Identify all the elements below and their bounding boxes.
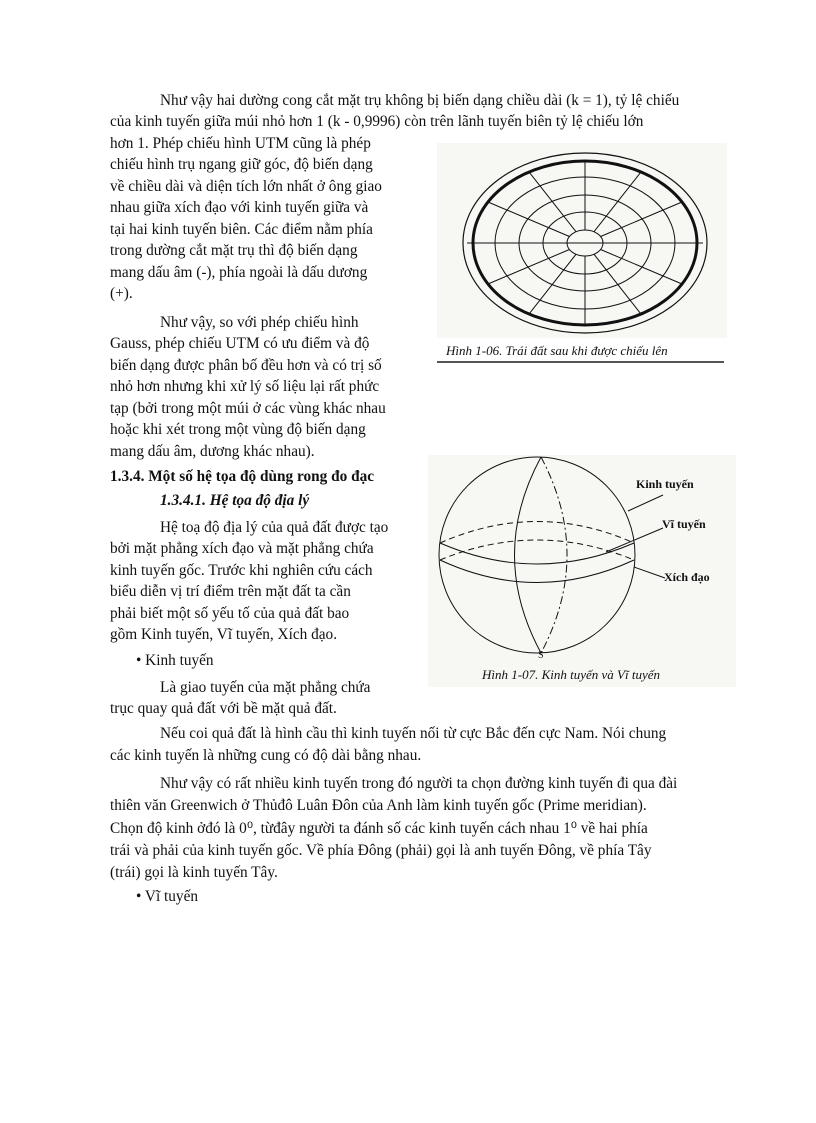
paragraph-line: của kinh tuyến giữa múi nhỏ hơn 1 (k - 0,9996) còn trên lãnh tuyến biên tỷ lệ chiếu lớn bbox=[110, 113, 644, 130]
paragraph-line: (trái) gọi là kinh tuyến Tây. bbox=[110, 864, 278, 881]
paragraph-line: Như vậy, so với phép chiếu hình bbox=[160, 314, 359, 331]
bullet-item: • Kinh tuyến bbox=[136, 652, 214, 669]
paragraph-line: tạp (bởi trong một múi ở các vùng khác nhau bbox=[110, 400, 386, 417]
paragraph-line: (+). bbox=[110, 285, 133, 302]
subsection-heading: 1.3.4.1. Hệ tọa độ địa lý bbox=[160, 492, 310, 509]
label-meridian: Kinh tuyến bbox=[636, 477, 694, 491]
paragraph-line: hơn 1. Phép chiếu hình UTM cũng là phép bbox=[110, 135, 371, 152]
figure1-caption: Hình 1-06. Trái đất sau khi được chiếu lên bbox=[446, 343, 668, 358]
paragraph-line: Hệ toạ độ địa lý của quả đất được tạo bbox=[160, 519, 389, 536]
paragraph-line: Là giao tuyến của mặt phẳng chứa bbox=[160, 679, 371, 696]
section-heading: 1.3.4. Một số hệ tọa độ dùng rong đo đạc bbox=[110, 468, 375, 485]
figure1-rule bbox=[437, 361, 724, 363]
paragraph-line: Nếu coi quả đất là hình cầu thì kinh tuyến nối từ cực Bắc đến cực Nam. Nói chung bbox=[160, 725, 667, 742]
paragraph-line: trái và phải của kinh tuyến gốc. Về phía Đông (phải) gọi là anh tuyến Đông, về phía Tây bbox=[110, 842, 652, 859]
paragraph-line: chiếu hình trụ ngang giữ góc, độ biến dạng bbox=[110, 156, 373, 173]
figure-utm-projection bbox=[437, 143, 727, 338]
paragraph-line: Chọn độ kinh ởđó là 0⁰, từđây người ta đánh số các kinh tuyến cách nhau 1⁰ về hai phía bbox=[110, 820, 648, 837]
label-parallel: Vĩ tuyến bbox=[662, 517, 706, 531]
paragraph-line: phải biết một số yếu tố của quả đất bao bbox=[110, 605, 350, 622]
paragraph-line: mang dấu âm (-), phía ngoài là dấu dương bbox=[110, 264, 368, 281]
paragraph-line: biểu diễn vị trí điểm trên mặt đất ta cần bbox=[110, 583, 351, 600]
paragraph-line: Như vậy hai dường cong cắt mặt trụ không bị biến dạng chiều dài (k = 1), tỷ lệ chiếu bbox=[160, 92, 680, 109]
label-south: S bbox=[538, 650, 544, 661]
paragraph-line: kinh tuyến gốc. Trước khi nghiên cứu cách bbox=[110, 562, 373, 579]
figure2-caption: Hình 1-07. Kinh tuyến và Vĩ tuyến bbox=[482, 667, 660, 682]
paragraph-line: thiên văn Greenwich ở Thủđô Luân Đôn của Anh làm kinh tuyến gốc (Prime meridian). bbox=[110, 797, 647, 814]
paragraph-line: nhỏ hơn nhưng khi xử lý số liệu lại rất phức bbox=[110, 378, 380, 395]
paragraph-line: biến dạng được phân bố đều hơn và có trị số bbox=[110, 357, 382, 374]
paragraph-line: về chiều dài và diện tích lớn nhất ở ông giao bbox=[110, 178, 382, 195]
label-equator: Xích đạo bbox=[664, 570, 710, 584]
paragraph-line: Như vậy có rất nhiều kinh tuyến trong đó người ta chọn đường kinh tuyến đi qua đài bbox=[160, 775, 678, 792]
paragraph-line: các kinh tuyến là những cung có độ dài bằng nhau. bbox=[110, 747, 422, 764]
paragraph-line: Gauss, phép chiếu UTM có ưu điểm và độ bbox=[110, 335, 370, 352]
paragraph-line: nhau giữa xích đạo với kinh tuyến giữa và bbox=[110, 199, 369, 216]
paragraph-line: mang dấu âm, dương khác nhau). bbox=[110, 443, 315, 460]
paragraph-line: trong dường cắt mặt trụ thì độ biến dạng bbox=[110, 242, 358, 259]
bullet-item: • Vĩ tuyến bbox=[136, 888, 199, 905]
paragraph-line: gồm Kinh tuyến, Vĩ tuyến, Xích đạo. bbox=[110, 626, 338, 643]
paragraph-line: hoặc khi xét trong một vùng độ biến dạng bbox=[110, 421, 366, 438]
paragraph-line: tại hai kinh tuyến biên. Các điểm nằm phía bbox=[110, 221, 373, 238]
paragraph-line: bởi mặt phẳng xích đạo và mặt phẳng chứa bbox=[110, 540, 374, 557]
paragraph-line: trục quay quả đất với bề mặt quả đất. bbox=[110, 700, 337, 717]
